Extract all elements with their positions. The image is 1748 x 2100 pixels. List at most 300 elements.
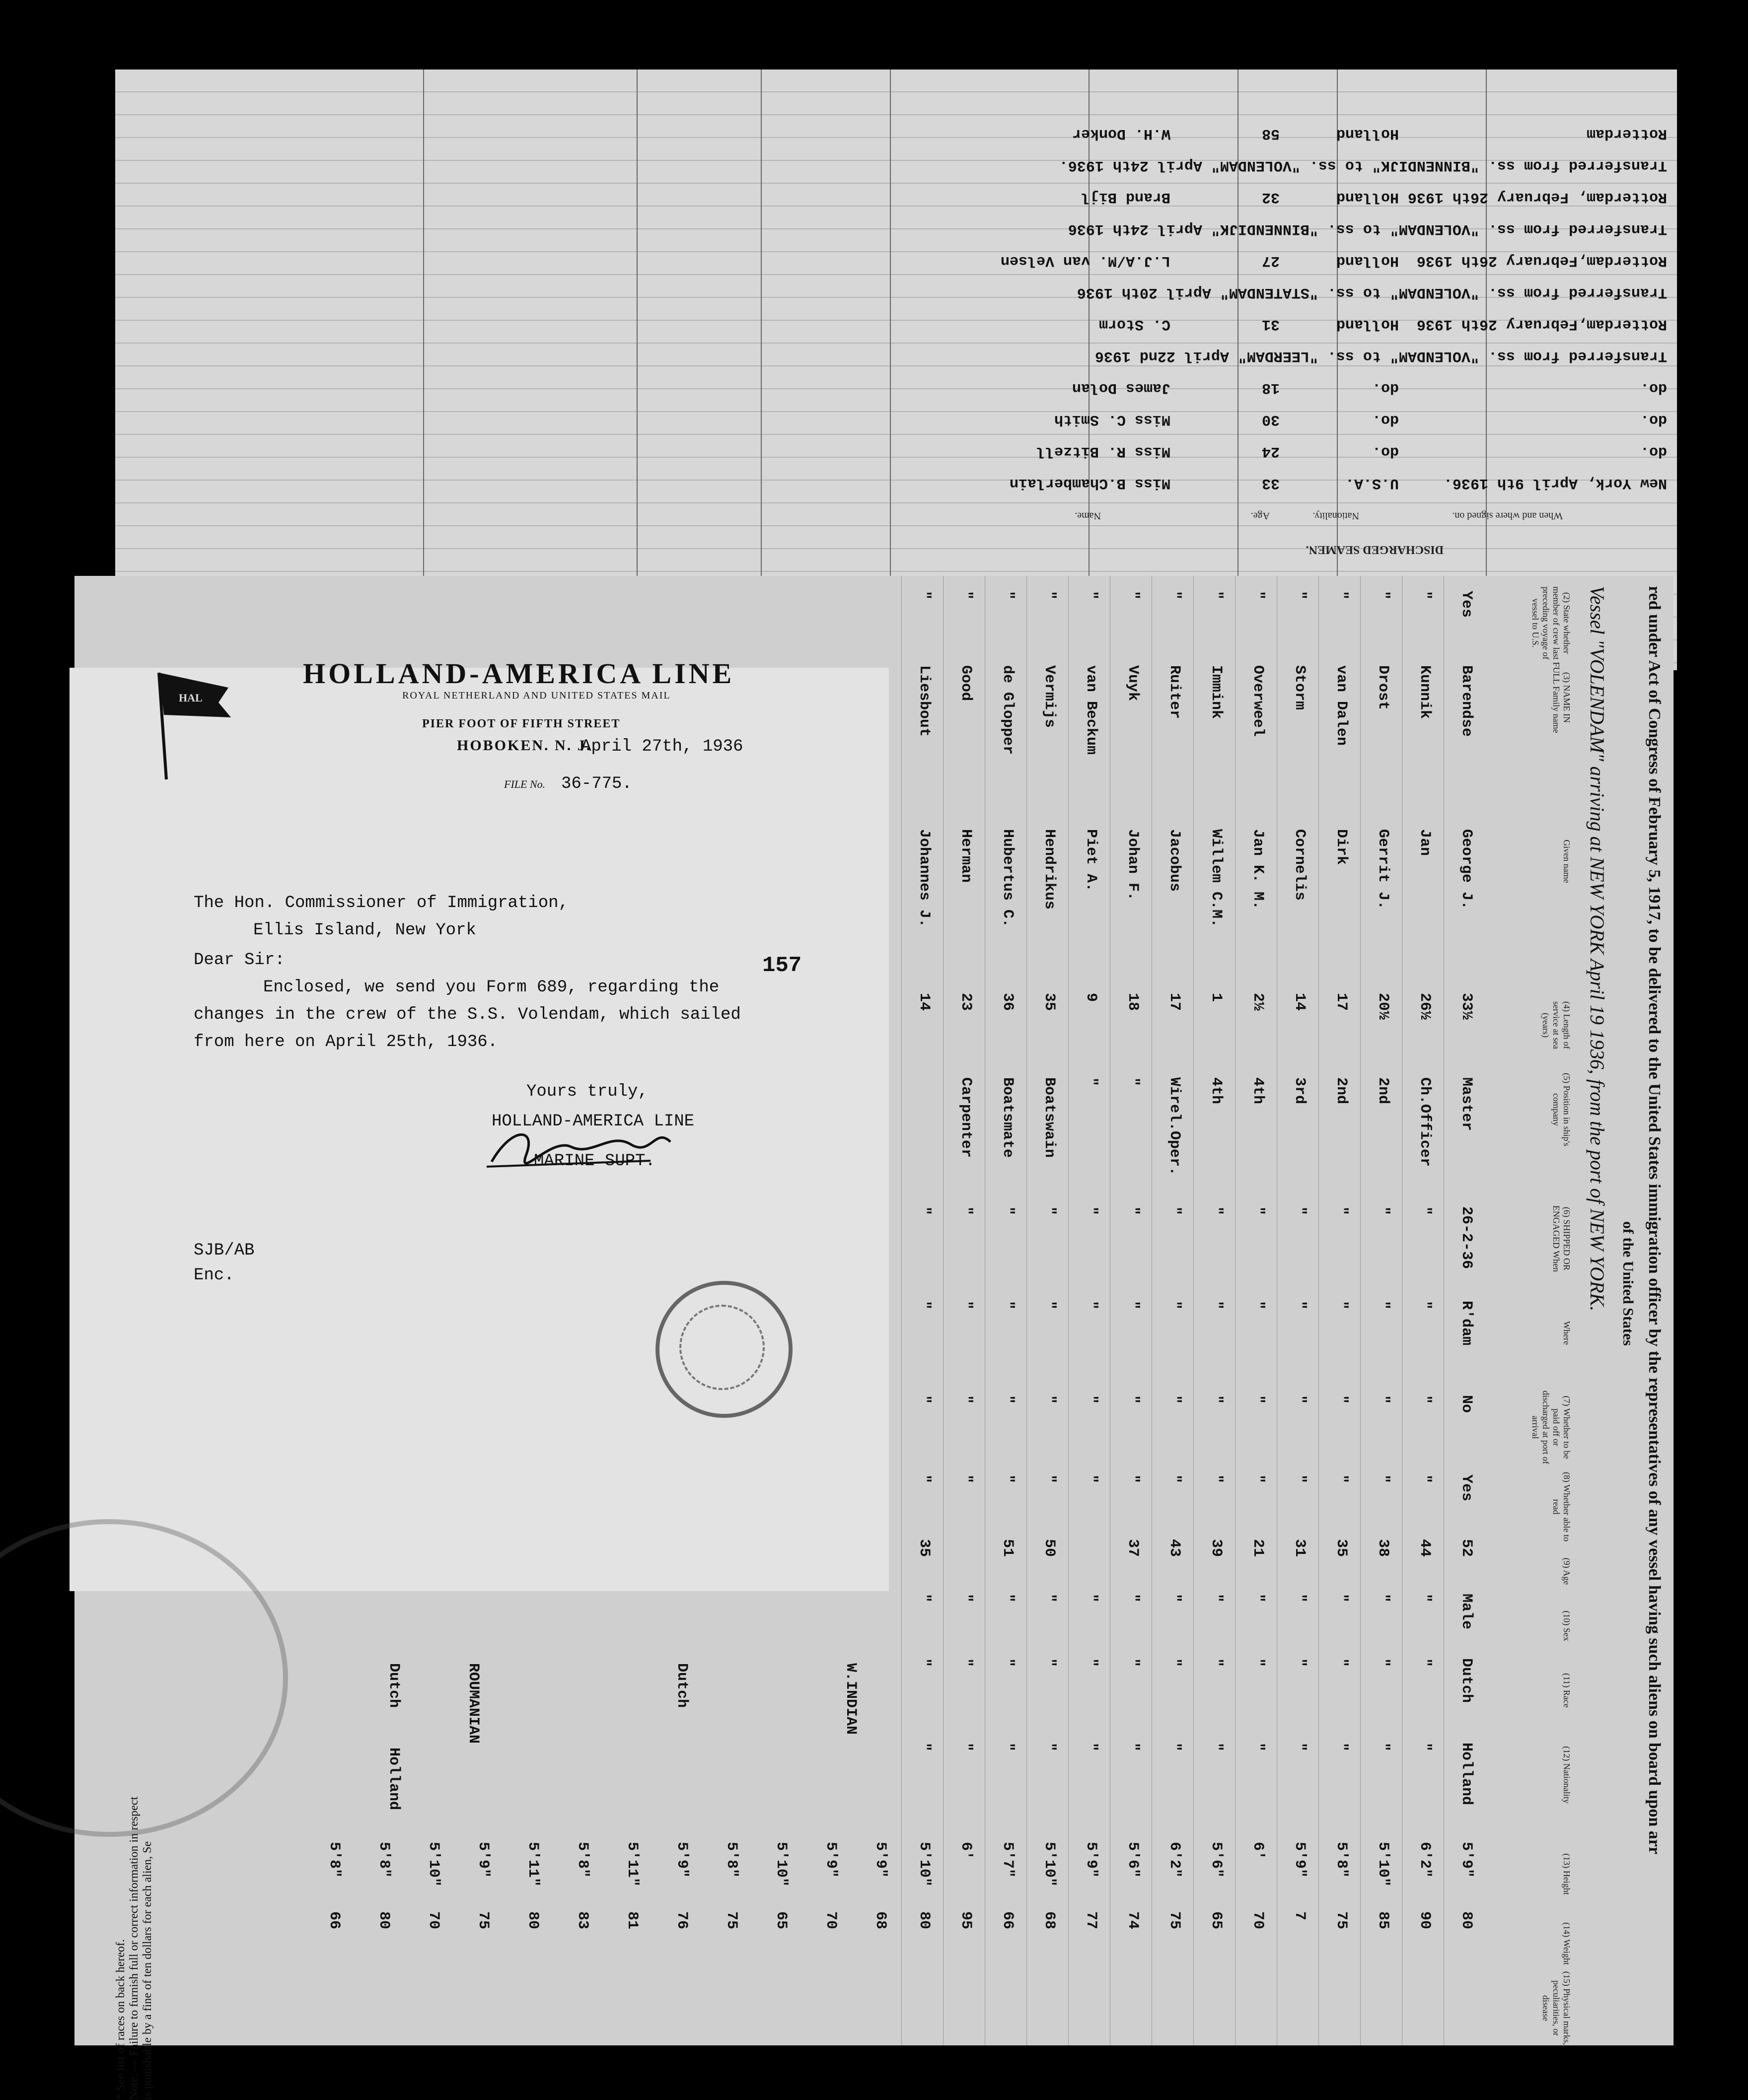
manifest-cell-read: "	[1375, 1474, 1391, 1484]
file-number: 36-775.	[561, 774, 632, 793]
manifest-cell-nationality: "	[999, 1743, 1016, 1752]
manifest-cell-where: "	[957, 1301, 974, 1310]
seaman-age: 24	[1261, 443, 1280, 460]
manifest-column-header: (13) Height	[1562, 1853, 1572, 1895]
seaman-signed: Rotterdam, February 26th 1936	[1407, 189, 1667, 206]
manifest-cell-family: Ruiter	[1166, 665, 1183, 719]
manifest-row	[1193, 576, 1235, 2045]
manifest-cell-height: 5'10"	[1041, 1842, 1058, 1887]
manifest-cell-paid: "	[1208, 1395, 1225, 1404]
manifest-cell-weight: 90	[1416, 1911, 1433, 1930]
manifest-cell-family: Vermijs	[1041, 665, 1058, 728]
manifest-cell-prev: "	[1208, 591, 1225, 600]
manifest-cell-paid: "	[1416, 1395, 1433, 1404]
manifest-cell-where: R'dam	[1458, 1301, 1475, 1346]
manifest-cell-paid: "	[916, 1395, 933, 1404]
manifest-cell-sex: "	[1041, 1594, 1058, 1603]
manifest-cell-when: "	[1041, 1206, 1058, 1216]
manifest-race-note: W.INDIAN	[842, 1663, 859, 1735]
seaman-signed: Rotterdam	[1586, 125, 1667, 142]
manifest-cell-paid: "	[1041, 1395, 1058, 1404]
manifest-heading-2: of the United States	[1620, 1221, 1636, 1346]
manifest-cell-race: "	[1249, 1658, 1266, 1668]
manifest-cell-height: 5'6"	[1208, 1842, 1225, 1878]
manifest-cell-race: "	[1208, 1658, 1225, 1668]
manifest-cell-when: "	[999, 1206, 1016, 1216]
manifest-column-header: (4) Length of service at sea (years)	[1541, 1001, 1572, 1049]
manifest-cell-sex: "	[957, 1594, 974, 1603]
manifest-lower-height: 5'9"	[822, 1842, 839, 1878]
manifest-column-header: (10) Sex	[1562, 1610, 1572, 1641]
manifest-cell-service: 26½	[1416, 993, 1433, 1020]
manifest-cell-where: "	[916, 1301, 933, 1310]
manifest-cell-given: Johan F.	[1124, 829, 1141, 901]
manifest-cell-given: Herman	[957, 829, 974, 883]
manifest-cell-race: "	[1333, 1658, 1350, 1668]
manifest-row	[1110, 576, 1151, 2045]
manifest-cell-height: 6'	[1249, 1842, 1266, 1860]
manifest-cell-service: 17	[1333, 993, 1350, 1011]
manifest-cell-where: "	[1375, 1301, 1391, 1310]
seaman-signed: do.	[1640, 411, 1667, 428]
company-address: PIER FOOT OF FIFTH STREET	[422, 717, 621, 730]
manifest-cell-paid: "	[957, 1395, 974, 1404]
body-line-1: Enclosed, we send you Form 689, regarding the	[263, 978, 720, 997]
manifest-cell-height: 5'10"	[1375, 1842, 1391, 1887]
manifest-cell-sex: "	[1375, 1594, 1391, 1603]
manifest-lower-weight: 66	[326, 1911, 343, 1930]
manifest-cell-service: 9	[1083, 993, 1099, 1002]
manifest-race-note: ROUMANIAN	[465, 1663, 482, 1744]
manifest-row	[985, 576, 1026, 2045]
manifest-cell-position: Wirel.Oper.	[1166, 1077, 1183, 1176]
manifest-cell-weight: 95	[957, 1911, 974, 1930]
seaman-name: Miss B.Chamberlain	[1009, 475, 1170, 491]
manifest-cell-weight: 68	[1041, 1911, 1058, 1930]
seaman-signed: New York, April 9th 1936.	[1443, 475, 1667, 491]
manifest-cell-race: Dutch	[1458, 1658, 1475, 1703]
salutation: Dear Sir:	[194, 951, 285, 970]
manifest-cell-given: Jacobus	[1166, 829, 1183, 892]
manifest-cell-race: "	[1166, 1658, 1183, 1668]
manifest-cell-read: "	[1416, 1474, 1433, 1484]
manifest-cell-service: 14	[916, 993, 933, 1011]
manifest-column-header: (2) State whether member of crew last preceding voyage of vessel to U.S.	[1530, 586, 1572, 660]
seaman-nationality: do.	[1372, 411, 1399, 428]
manifest-cell-nationality: "	[1208, 1743, 1225, 1752]
flag-text: HAL	[179, 692, 203, 704]
discharged-title: DISCHARGED SEAMEN.	[1306, 543, 1444, 556]
manifest-cell-where: "	[1083, 1301, 1099, 1310]
signer-title: MARINE SUPT.	[534, 1152, 656, 1171]
manifest-cell-where: "	[1208, 1301, 1225, 1310]
manifest-cell-age: 50	[1041, 1539, 1058, 1557]
manifest-lower-weight: 75	[723, 1911, 740, 1930]
seaman-name: Transferred from ss. "VOLENDAM" to ss. "LEERDAM" April 22nd 1936	[1094, 348, 1667, 364]
manifest-cell-service: 20½	[1375, 993, 1391, 1020]
manifest-cell-where: "	[999, 1301, 1016, 1310]
manifest-cell-paid: "	[1333, 1395, 1350, 1404]
file-label: FILE No.	[504, 778, 546, 790]
manifest-cell-sex: "	[1416, 1594, 1433, 1603]
manifest-lower-height: 5'10"	[425, 1842, 442, 1887]
seaman-nationality: do.	[1372, 379, 1399, 396]
manifest-heading: red under Act of Congress of February 5, 1917, to be delivered to the United States immigration officer by the representatives of any vessel having such aliens on board upon arr	[1645, 586, 1664, 1854]
manifest-lower-height: 5'8"	[723, 1842, 740, 1878]
manifest-cell-prev: Yes	[1458, 591, 1475, 618]
seaman-name: Transferred from ss. "VOLENDAM" to ss. "BINNENDIJK" April 24th 1936	[1068, 220, 1667, 237]
enclosure: Enc.	[194, 1266, 234, 1285]
manifest-cell-when: "	[1166, 1206, 1183, 1216]
manifest-cell-prev: "	[1375, 591, 1391, 600]
manifest-cell-weight: 85	[1375, 1911, 1391, 1930]
manifest-cell-given: Cornelis	[1291, 829, 1308, 901]
manifest-cell-read: "	[1083, 1474, 1099, 1484]
manifest-cell-weight: 65	[1208, 1911, 1225, 1930]
manifest-cell-sex: Male	[1458, 1594, 1475, 1630]
manifest-cell-height: 5'9"	[1083, 1842, 1099, 1878]
seaman-nationality: Holland	[1336, 125, 1399, 142]
col-nationality: Nationality.	[1312, 510, 1359, 521]
letter	[70, 657, 889, 1591]
manifest-cell-age: 21	[1249, 1539, 1266, 1557]
manifest-column-header: (8) Whether able to read	[1551, 1471, 1572, 1542]
manifest-cell-paid: "	[1291, 1395, 1308, 1404]
manifest-cell-position: Boatswain	[1041, 1077, 1058, 1158]
manifest-cell-paid: "	[1375, 1395, 1391, 1404]
manifest-cell-read: "	[916, 1474, 933, 1484]
document-number: 157	[762, 953, 802, 978]
vessel-line: Vessel "VOLENDAM" arriving at NEW YORK April 19 1936, from the port of NEW YORK.	[1586, 586, 1608, 1312]
manifest-cell-sex: "	[999, 1594, 1016, 1603]
manifest-cell-when: "	[1291, 1206, 1308, 1216]
manifest-lower-weight: 70	[425, 1911, 442, 1930]
manifest-cell-position: Ch.Officer	[1416, 1077, 1433, 1167]
manifest-cell-service: 17	[1166, 993, 1183, 1011]
manifest-cell-given: Dirk	[1333, 829, 1350, 865]
manifest-cell-prev: "	[1333, 591, 1350, 600]
manifest-cell-position: 4th	[1249, 1077, 1266, 1105]
manifest-cell-sex: "	[1166, 1594, 1183, 1603]
manifest-cell-prev: "	[1083, 591, 1099, 600]
body-line-3: from here on April 25th, 1936.	[194, 1033, 498, 1051]
manifest-cell-service: 36	[999, 993, 1016, 1011]
manifest-cell-where: "	[1249, 1301, 1266, 1310]
manifest-cell-sex: "	[1333, 1594, 1350, 1603]
seaman-name: Brand Bijl	[1081, 189, 1170, 206]
manifest-cell-read: "	[999, 1474, 1016, 1484]
manifest-cell-where: "	[1166, 1301, 1183, 1310]
manifest-lower-height: 5'9"	[475, 1842, 492, 1878]
company-city: HOBOKEN. N. J.	[457, 737, 592, 754]
manifest-cell-paid: "	[1249, 1395, 1266, 1404]
manifest-cell-race: "	[1083, 1658, 1099, 1668]
manifest-cell-when: "	[1249, 1206, 1266, 1216]
manifest-cell-family: van Dalen	[1333, 665, 1350, 746]
manifest-cell-service: 14	[1291, 993, 1308, 1011]
body-line-2: changes in the crew of the S.S. Volendam, which sailed	[194, 1005, 741, 1024]
manifest-row	[1026, 576, 1068, 2045]
manifest-cell-nationality: "	[916, 1743, 933, 1752]
manifest-cell-read: "	[1124, 1474, 1141, 1484]
manifest-cell-race: "	[999, 1658, 1016, 1668]
manifest-row	[1235, 576, 1276, 2045]
seaman-age: 31	[1261, 316, 1280, 333]
manifest-cell-nationality: "	[1375, 1743, 1391, 1752]
manifest-lower-height: 5'10"	[773, 1842, 790, 1887]
manifest-cell-weight: 75	[1166, 1911, 1183, 1930]
manifest-cell-prev: "	[999, 591, 1016, 600]
manifest-nationality-note: Holland	[385, 1748, 402, 1811]
manifest-cell-when: "	[957, 1206, 974, 1216]
manifest-column-header: (5) Position in ship's company	[1551, 1073, 1572, 1146]
seaman-age: 32	[1261, 189, 1280, 206]
manifest-cell-where: "	[1291, 1301, 1308, 1310]
manifest-cell-age: 38	[1375, 1539, 1391, 1557]
manifest-cell-given: Gerrit J.	[1375, 829, 1391, 910]
manifest-cell-nationality: Holland	[1458, 1743, 1475, 1806]
manifest-cell-height: 5'8"	[1333, 1842, 1350, 1878]
manifest-cell-where: "	[1124, 1301, 1141, 1310]
manifest-cell-family: van Beckum	[1083, 665, 1099, 755]
manifest-cell-nationality: "	[1083, 1743, 1099, 1752]
manifest-cell-family: Kunnik	[1416, 665, 1433, 719]
manifest-cell-weight: 80	[1458, 1911, 1475, 1930]
manifest-lower-height: 5'9"	[872, 1842, 889, 1878]
manifest-cell-race: "	[1375, 1658, 1391, 1668]
manifest-cell-given: Jan	[1416, 829, 1433, 856]
manifest-cell-family: de Glopper	[999, 665, 1016, 755]
manifest-column-header: (9) Age	[1562, 1557, 1572, 1585]
manifest-lower-height: 5'9"	[673, 1842, 690, 1878]
manifest-row	[1277, 576, 1318, 2045]
manifest-lower-weight: 80	[524, 1911, 541, 1930]
manifest-cell-position: 3rd	[1291, 1077, 1308, 1105]
manifest-lower-weight: 76	[673, 1911, 690, 1930]
footnote-line-1: * See list of races on back hereof.	[114, 1939, 127, 2100]
manifest-row	[943, 576, 984, 2045]
manifest-cell-nationality: "	[1291, 1743, 1308, 1752]
manifest-cell-weight: 75	[1333, 1911, 1350, 1930]
manifest-row	[1152, 576, 1193, 2045]
manifest-cell-sex: "	[1208, 1594, 1225, 1603]
seaman-nationality: do.	[1372, 443, 1399, 460]
manifest-cell-height: 6'	[957, 1842, 974, 1860]
manifest-cell-given: Johannes J.	[916, 829, 933, 928]
manifest-cell-paid: "	[999, 1395, 1016, 1404]
manifest-cell-prev: "	[1416, 591, 1433, 600]
manifest-cell-prev: "	[1166, 591, 1183, 600]
manifest-lower-height: 5'11"	[524, 1842, 541, 1887]
manifest-cell-race: "	[1416, 1658, 1433, 1668]
manifest-cell-age: 35	[916, 1539, 933, 1557]
manifest-cell-prev: "	[1124, 591, 1141, 600]
manifest-cell-weight: 66	[999, 1911, 1016, 1930]
manifest-cell-height: 6'2"	[1416, 1842, 1433, 1878]
manifest-row	[901, 576, 943, 2045]
closing: Yours truly,	[526, 1082, 648, 1101]
manifest-cell-read: "	[957, 1474, 974, 1484]
manifest-cell-family: Overweel	[1249, 665, 1266, 737]
seaman-nationality: Holland	[1336, 189, 1399, 206]
manifest-cell-prev: "	[1041, 591, 1058, 600]
manifest-cell-nationality: "	[1166, 1743, 1183, 1752]
manifest-cell-age: 43	[1166, 1539, 1183, 1557]
manifest-cell-service: 1	[1208, 993, 1225, 1002]
col-age: Age.	[1250, 510, 1270, 521]
seaman-name: W.H. Donker	[1072, 125, 1170, 142]
manifest-cell-family: Vuyk	[1124, 665, 1141, 701]
signer-company: HOLLAND-AMERICA LINE	[492, 1112, 695, 1131]
company-subtitle: ROYAL NETHERLAND AND UNITED STATES MAIL	[402, 690, 671, 701]
manifest-cell-nationality: "	[1249, 1743, 1266, 1752]
manifest-cell-family: Storm	[1291, 665, 1308, 710]
manifest-cell-position: 2nd	[1333, 1077, 1350, 1105]
manifest-lower-weight: 81	[624, 1911, 641, 1930]
manifest-cell-position: "	[1083, 1077, 1099, 1087]
manifest-lower-weight: 75	[475, 1911, 492, 1930]
manifest-cell-given: Hendrikus	[1041, 829, 1058, 910]
manifest-cell-service: 33½	[1458, 993, 1475, 1020]
manifest-cell-paid: No	[1458, 1395, 1475, 1413]
manifest-lower-weight: 68	[872, 1911, 889, 1930]
manifest-cell-given: Hubertus C.	[999, 829, 1016, 928]
manifest-row	[1402, 576, 1443, 2045]
manifest-cell-race: "	[1291, 1658, 1308, 1668]
manifest-lower-weight: 83	[574, 1911, 591, 1930]
manifest-cell-where: "	[1416, 1301, 1433, 1310]
manifest-row	[1444, 576, 1485, 2045]
seaman-name: Miss C. Smith	[1054, 411, 1170, 428]
manifest-cell-service: 35	[1041, 993, 1058, 1011]
manifest-cell-service: 23	[957, 993, 974, 1011]
manifest-cell-read: "	[1208, 1474, 1225, 1484]
manifest-cell-read: "	[1291, 1474, 1308, 1484]
manifest-lower-weight: 70	[822, 1911, 839, 1930]
manifest-cell-weight: 70	[1249, 1911, 1266, 1930]
seaman-name: C. Storm	[1098, 316, 1170, 333]
manifest-cell-when: "	[1416, 1206, 1433, 1216]
manifest-cell-given: Jan K. M.	[1249, 829, 1266, 910]
manifest-cell-race: "	[916, 1658, 933, 1668]
manifest-cell-prev: "	[957, 591, 974, 600]
manifest-column-header: (6) SHIPPED OR ENGAGED When	[1551, 1205, 1572, 1272]
manifest-cell-nationality: "	[1416, 1743, 1433, 1752]
seaman-name: Transferred from ss. "VOLENDAM" to ss. "STATENDAM" April 20th 1936	[1077, 284, 1667, 301]
manifest-cell-age: 31	[1291, 1539, 1308, 1557]
manifest-column-header: Where	[1562, 1321, 1572, 1345]
manifest-cell-age: 44	[1416, 1539, 1433, 1557]
manifest-cell-age: 52	[1458, 1539, 1475, 1557]
manifest-column-header: (12) Nationality	[1562, 1746, 1572, 1804]
manifest-cell-sex: "	[1083, 1594, 1099, 1603]
manifest-cell-service: 2½	[1249, 993, 1266, 1011]
seaman-nationality: Holland	[1336, 252, 1399, 269]
manifest-cell-when: "	[1333, 1206, 1350, 1216]
manifest-cell-family: Barendse	[1458, 665, 1475, 737]
manifest-lower-height: 5'11"	[624, 1842, 641, 1887]
manifest-cell-given: Piet A.	[1083, 829, 1099, 892]
seaman-name: Transferred from ss. "BINNENDIJK" to ss. "VOLENDAM" April 24th 1936.	[1059, 157, 1667, 174]
manifest-cell-position: "	[1124, 1077, 1141, 1087]
manifest-race-note: Dutch	[673, 1663, 690, 1708]
manifest-cell-race: "	[957, 1658, 974, 1668]
letter-date: April 27th, 1936	[581, 737, 743, 756]
manifest-cell-position: Master	[1458, 1077, 1475, 1131]
recipient-line-2: Ellis Island, New York	[253, 921, 476, 940]
manifest-cell-paid: "	[1124, 1395, 1141, 1404]
manifest-cell-sex: "	[1291, 1594, 1308, 1603]
manifest-cell-age: 39	[1208, 1539, 1225, 1557]
manifest-cell-family: Good	[957, 665, 974, 701]
manifest-row	[1318, 576, 1360, 2045]
seaman-name: Miss R. Bitzell	[1036, 443, 1170, 460]
manifest-column-header: (3) NAME IN FULL Family name	[1551, 662, 1572, 733]
manifest-cell-read: Yes	[1458, 1474, 1475, 1502]
manifest-cell-weight: 80	[916, 1911, 933, 1930]
manifest-cell-when: "	[1124, 1206, 1141, 1216]
manifest-cell-when: 26-2-36	[1458, 1206, 1475, 1269]
manifest-cell-age: 51	[999, 1539, 1016, 1557]
seaman-nationality: Holland	[1336, 316, 1399, 333]
manifest-lower-weight: 65	[773, 1911, 790, 1930]
manifest-lower-weight: 80	[375, 1911, 392, 1930]
manifest-cell-height: 5'9"	[1458, 1842, 1475, 1878]
manifest-cell-sex: "	[916, 1594, 933, 1603]
manifest-lower-height: 5'8"	[326, 1842, 343, 1878]
manifest-cell-service: 18	[1124, 993, 1141, 1011]
footnote-line-2: Note. — Failure to furnish full or correct information in respect	[128, 1796, 141, 2100]
manifest-cell-weight: 7	[1291, 1911, 1308, 1921]
manifest-column-header: (15) Physical marks, peculiarities, or disease	[1541, 1971, 1572, 2045]
manifest-cell-nationality: "	[957, 1743, 974, 1752]
manifest-cell-height: 6'2"	[1166, 1842, 1183, 1878]
seaman-signed: do.	[1640, 443, 1667, 460]
manifest-cell-read: "	[1166, 1474, 1183, 1484]
manifest-cell-race: "	[1124, 1658, 1141, 1668]
manifest-cell-family: Immink	[1208, 665, 1225, 719]
manifest-cell-race: "	[1041, 1658, 1058, 1668]
seaman-signed: Rotterdam,February 26th 1936	[1416, 316, 1667, 333]
manifest-cell-sex: "	[1249, 1594, 1266, 1603]
manifest-cell-when: "	[1083, 1206, 1099, 1216]
manifest-cell-family: Liesbout	[916, 665, 933, 737]
manifest-column-header: (14) Weight	[1562, 1922, 1572, 1965]
manifest-cell-height: 5'7"	[999, 1842, 1016, 1878]
manifest-cell-read: "	[1333, 1474, 1350, 1484]
manifest-cell-paid: "	[1166, 1395, 1183, 1404]
footnote-line-3: is punishable by a fine of ten dollars for each alien, Se	[141, 1841, 154, 2100]
manifest-cell-nationality: "	[1124, 1743, 1141, 1752]
manifest-cell-age: 37	[1124, 1539, 1141, 1557]
manifest-cell-family: Drost	[1375, 665, 1391, 710]
manifest-column-header: (7) Whether to be paid off or discharged at port of arrival	[1530, 1390, 1572, 1465]
manifest-cell-read: "	[1249, 1474, 1266, 1484]
manifest-cell-position: Carpenter	[957, 1077, 974, 1158]
company-flag-icon	[139, 668, 233, 782]
manifest-cell-when: "	[1208, 1206, 1225, 1216]
seaman-age: 58	[1261, 125, 1280, 142]
manifest-cell-sex: "	[1124, 1594, 1141, 1603]
manifest-cell-when: "	[1375, 1206, 1391, 1216]
manifest-cell-prev: "	[916, 591, 933, 600]
manifest-cell-weight: 74	[1124, 1911, 1141, 1930]
manifest-cell-nationality: "	[1333, 1743, 1350, 1752]
initials: SJB/AB	[194, 1241, 255, 1260]
seaman-nationality: U.S.A.	[1345, 475, 1399, 491]
manifest-column-header: Given name	[1562, 840, 1572, 883]
seaman-age: 30	[1261, 411, 1280, 428]
